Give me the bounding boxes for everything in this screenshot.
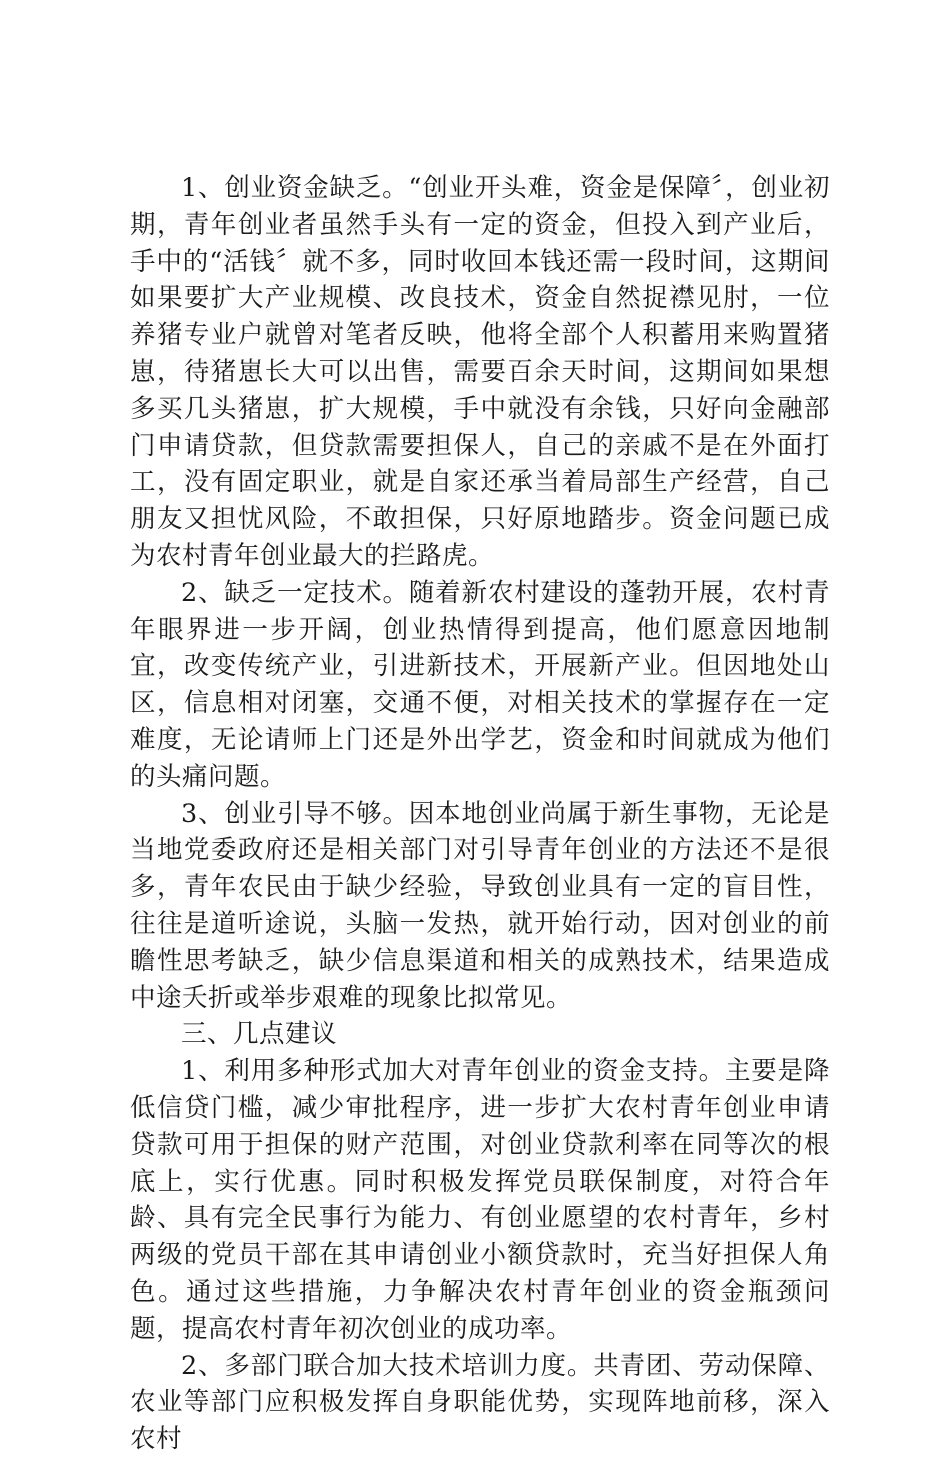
section-heading-suggestions: 三、几点建议 [181, 1019, 338, 1050]
paragraph-technology-lack: 2、缺乏一定技术。随着新农村建设的蓬勃开展，农村青年眼界进一步开阔，创业热情得到提高，他们愿意因地制宜，改变传统产业，引进新技术，开展新产业。但因地处山区，信息相对闭塞，交通不便，对相关技术的掌握存在一定难度，无论请师上门还是外出学艺，资金和时间就成为他们的头痛问题。 [130, 577, 830, 792]
paragraph-technical-training: 2、多部门联合加大技术培训力度。共青团、劳动保障、农业等部门应积极发挥自身职能优势，实现阵地前移，深入农村 [130, 1350, 830, 1455]
paragraph-guidance-insufficient: 3、创业引导不够。因本地创业尚属于新生事物，无论是当地党委政府还是相关部门对引导青年创业的方法还不是很多，青年农民由于缺少经验，导致创业具有一定的盲目性，往往是道听途说，头脑一发热，就开始行动，因对创业的前瞻性思考缺乏，缺少信息渠道和相关的成熟技术，结果造成中途夭折或举步艰难的现象比拟常见。 [130, 798, 830, 1013]
document-body [130, 170, 830, 1458]
paragraph-funding-support: 1、利用多种形式加大对青年创业的资金支持。主要是降低信贷门槛，减少审批程序，进一步扩大农村青年创业申请贷款可用于担保的财产范围，对创业贷款利率在同等次的根底上，实行优惠。同时积极发挥党员联保制度，对符合年龄、具有完全民事行为能力、有创业愿望的农村青年，乡村两级的党员干部在其申请创业小额贷款时，充当好担保人角色。通过这些措施，力争解决农村青年创业的资金瓶颈问题，提高农村青年初次创业的成功率。 [130, 1056, 830, 1344]
paragraph-funding-shortage: 1、创业资金缺乏。“创业开头难，资金是保障〞，创业初期，青年创业者虽然手头有一定的资金，但投入到产业后，手中的“活钱〞就不多，同时收回本钱还需一段时间，这期间如果要扩大产业规模、改良技术，资金自然捉襟见肘，一位养猪专业户就曾对笔者反映，他将全部个人积蓄用来购置猪崽，待猪崽长大可以出售，需要百余天时间，这期间如果想多买几头猪崽，扩大规模，手中就没有余钱，只好向金融部门申请贷款，但贷款需要担保人，自己的亲戚不是在外面打工，没有固定职业，就是自家还承当着局部生产经营，自己朋友又担忧风险，不敢担保，只好原地踏步。资金问题已成为农村青年创业最大的拦路虎。 [130, 173, 830, 571]
